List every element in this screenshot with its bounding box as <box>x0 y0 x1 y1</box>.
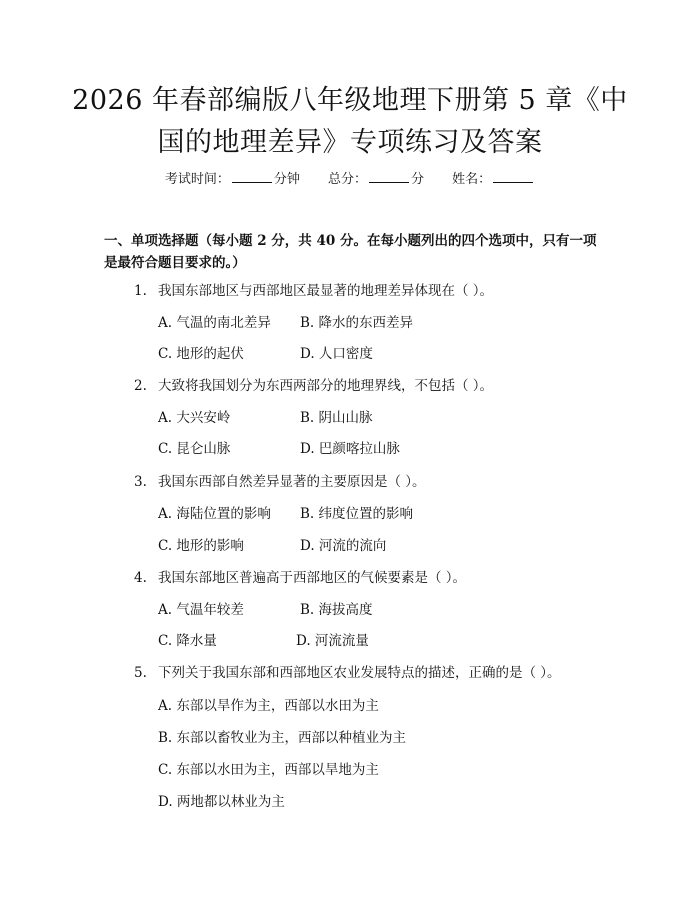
exam-time-blank <box>232 170 272 183</box>
option-5a: A. 东部以旱作为主，西部以水田为主 <box>158 698 379 714</box>
option-4c: C. 降水量 <box>158 633 217 649</box>
question-2 <box>134 377 493 395</box>
option-5b: B. 东部以畜牧业为主，西部以种植业为主 <box>158 730 407 746</box>
question-3 <box>134 473 426 491</box>
exam-time <box>165 170 300 189</box>
option-3d: D. 河流的流向 <box>300 538 387 554</box>
student-name-label: 姓名： <box>452 172 492 187</box>
question-number: 2. <box>134 378 147 394</box>
option-2c: C. 昆仑山脉 <box>158 441 231 457</box>
section-heading <box>104 230 604 274</box>
option-4a: A. 气温年较差 <box>158 602 244 618</box>
question-text: 我国东西部自然差异显著的主要原因是（ ）。 <box>158 474 426 490</box>
option-5c: C. 东部以水田为主，西部以旱地为主 <box>158 762 379 778</box>
total-score-blank <box>369 170 409 183</box>
question-5 <box>134 664 561 682</box>
option-2b: B. 阴山山脉 <box>300 410 373 426</box>
option-4d: D. 河流流量 <box>296 633 369 649</box>
option-5d: D. 两地都以林业为主 <box>158 794 285 810</box>
question-text: 下列关于我国东部和西部地区农业发展特点的描述，正确的是（ ）。 <box>158 665 561 681</box>
document-title <box>70 80 630 164</box>
option-1d: D. 人口密度 <box>300 346 373 362</box>
question-text: 大致将我国划分为东西两部分的地理界线，不包括（ ）。 <box>158 378 494 394</box>
option-1a: A. 气温的南北差异 <box>158 315 271 331</box>
exam-time-label: 考试时间： <box>164 172 230 187</box>
question-number: 4. <box>134 570 147 586</box>
question-text: 我国东部地区普遍高于西部地区的气候要素是（ ）。 <box>158 570 467 586</box>
section-heading-line-2: 是最符合题目要求的。） <box>104 255 246 271</box>
question-number: 5. <box>134 665 147 681</box>
title-line-1: 2026 年春部编版八年级地理下册第 5 章《中 <box>72 85 628 116</box>
section-heading-line-1: 一、单项选择题（每小题 2 分，共 40 分。在每小题列出的四个选项中，只有一项 <box>104 233 597 249</box>
student-name-blank <box>493 170 533 183</box>
title-line-2: 国的地理差异》专项练习及答案 <box>157 127 543 158</box>
option-2d: D. 巴颜喀拉山脉 <box>300 441 400 457</box>
question-number: 3. <box>134 474 147 490</box>
option-3a: A. 海陆位置的影响 <box>158 506 271 522</box>
question-4 <box>134 569 466 587</box>
question-text: 我国东部地区与西部地区最显著的地理差异体现在（ ）。 <box>158 283 494 299</box>
option-4b: B. 海拔高度 <box>300 602 373 618</box>
total-score-label: 总分： <box>327 172 367 187</box>
option-2a: A. 大兴安岭 <box>158 410 231 426</box>
exam-meta <box>0 170 700 189</box>
option-1b: B. 降水的东西差异 <box>300 315 414 331</box>
question-1 <box>134 282 493 300</box>
exam-time-unit: 分钟 <box>273 172 300 187</box>
option-1c: C. 地形的起伏 <box>158 346 244 362</box>
question-number: 1. <box>134 283 147 299</box>
option-3c: C. 地形的影响 <box>158 538 244 554</box>
option-3b: B. 纬度位置的影响 <box>300 506 414 522</box>
total-score <box>328 170 424 189</box>
student-name <box>452 170 535 189</box>
total-score-unit: 分 <box>411 172 425 187</box>
